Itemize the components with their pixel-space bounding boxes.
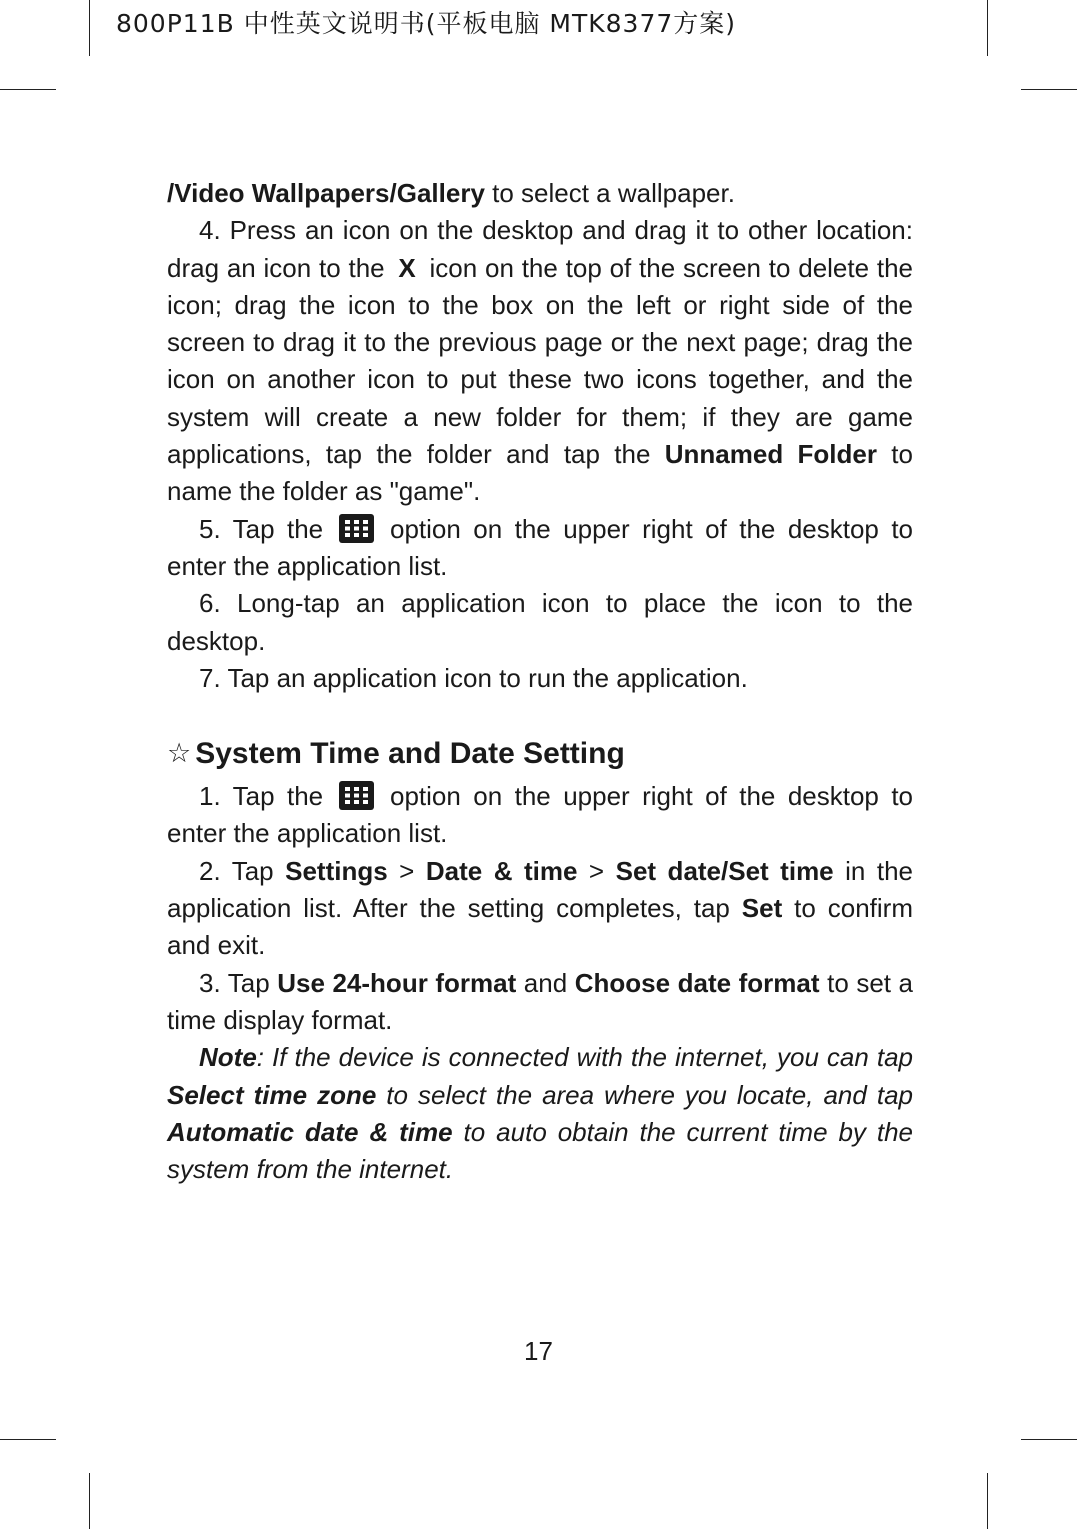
bold-term: Automatic date & time	[167, 1116, 453, 1147]
paragraph-wallpaper-continuation: /Video Wallpapers/Gallery to select a wallpaper.	[167, 178, 735, 208]
crop-mark-top-left-vertical	[89, 0, 90, 56]
section-step-2: 2. Tap Settings > Date & time > Set date/Set time in the application list. After the setting completes, tap Set to confirm and exit.	[167, 855, 914, 961]
page-number: 17	[524, 1336, 553, 1366]
section-title: System Time and Date Setting	[195, 737, 625, 771]
section-heading	[167, 734, 913, 774]
apps-grid-icon	[339, 781, 374, 810]
crop-mark-bottom-left-vertical	[89, 1473, 90, 1529]
bold-term: Set	[741, 893, 783, 924]
page-content	[167, 175, 913, 1188]
step-6-paragraph: 6. Long-tap an application icon to place the icon to the desktop.	[167, 588, 913, 656]
bold-term: Note	[199, 1042, 257, 1073]
note-paragraph: Note: If the device is connected with the internet, you can tap Select time zone to select the area where you locate, and tap Automatic date & time to auto obtain the current time by the system from the internet.	[167, 1042, 913, 1185]
star-icon: ☆	[167, 738, 192, 770]
section-step-3: 3. Tap Use 24-hour format and Choose date format to set a time display format.	[167, 967, 914, 1035]
bold-term: /Video Wallpapers/Gallery	[167, 178, 485, 208]
document-header: 800P11B 中性英文说明书(平板电脑 MTK8377方案)	[116, 9, 737, 38]
step-4-paragraph: 4. Press an icon on the desktop and drag it to other location: drag an icon to the X icon on the top of the screen to delete the icon; drag the icon to the box on the left or right side of the screen to drag it to the previous page or the next page; drag the icon on another icon to put these two icons together, and the system will create a new folder for them; if they are game applications, tap the folder and tap the Unnamed Folder to name the folder as "game".	[167, 215, 914, 507]
crop-mark-bottom-right-vertical	[987, 1473, 988, 1529]
bold-term: X	[398, 252, 416, 283]
crop-mark-top-right-vertical	[987, 0, 988, 56]
crop-mark-bottom-right-horizontal	[1021, 1439, 1077, 1440]
section-gap	[167, 697, 913, 734]
bold-term: Choose date format	[574, 967, 820, 998]
bold-term: Unnamed Folder	[664, 439, 877, 470]
bold-term: Select time zone	[167, 1079, 377, 1110]
step-7-paragraph: 7. Tap an application icon to run the application.	[199, 662, 748, 693]
section-step-1: 1. Tap the option on the upper right of the desktop to enter the application list.	[167, 781, 913, 849]
crop-mark-top-left-horizontal	[0, 89, 56, 90]
step-5-paragraph: 5. Tap the option on the upper right of the desktop to enter the application list.	[167, 513, 913, 581]
bold-term: Date & time	[425, 855, 578, 886]
bold-term: Use 24-hour format	[277, 967, 517, 998]
bold-term: Settings	[285, 855, 388, 886]
bold-term: Set date/Set time	[615, 855, 834, 886]
crop-mark-bottom-left-horizontal	[0, 1439, 56, 1440]
crop-mark-top-right-horizontal	[1021, 89, 1077, 90]
apps-grid-icon	[339, 514, 374, 543]
